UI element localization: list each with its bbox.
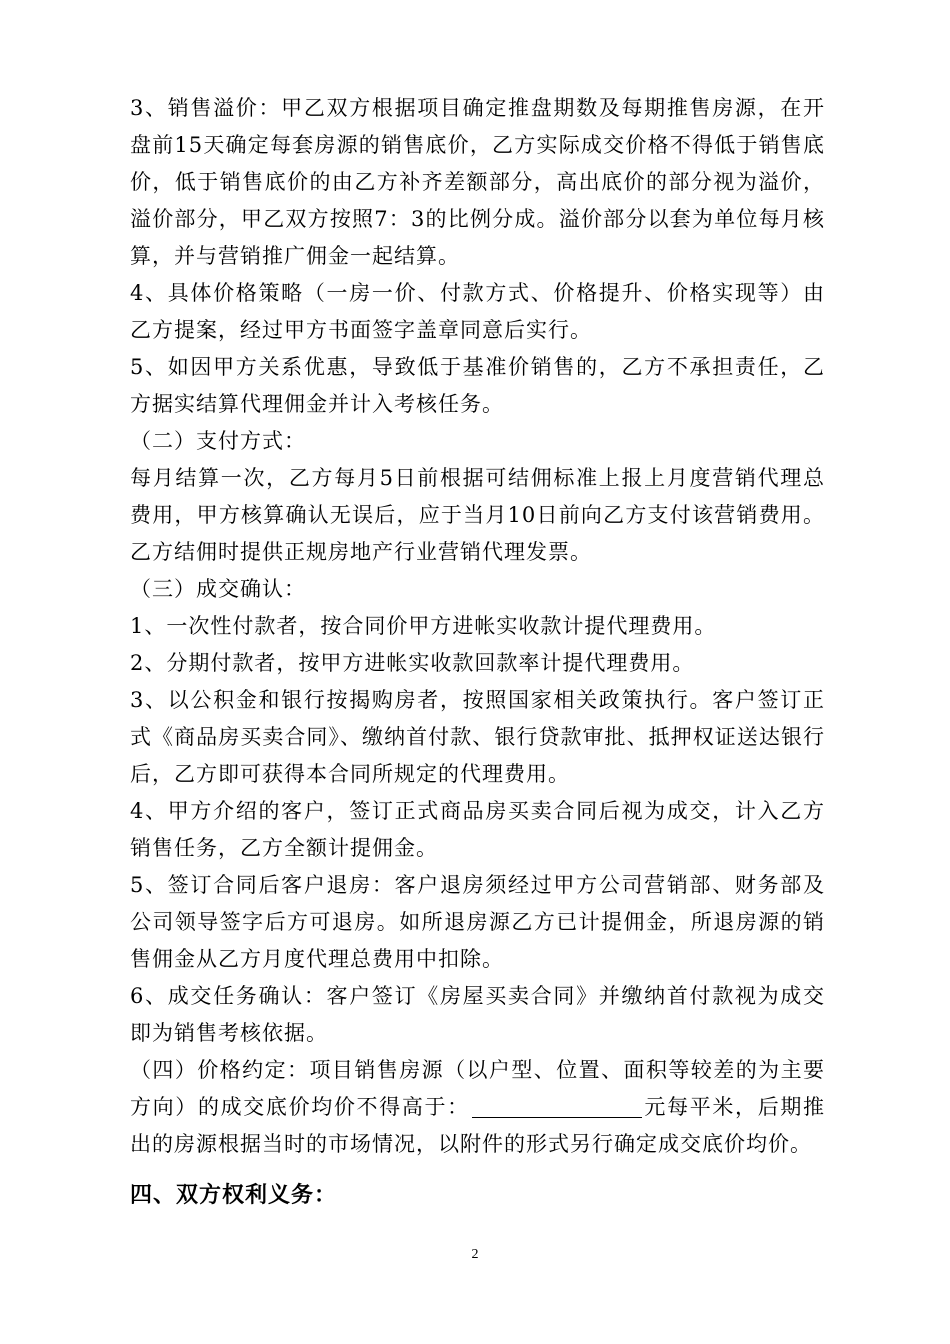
clause-referred-customer: 4、甲方介绍的客户，签订正式商品房买卖合同后视为成交，计入乙方销售任务，乙方全额计提佣金。 xyxy=(130,799,825,860)
clause-monthly-settlement: 每月结算一次，乙方每月5日前根据可结佣标准上报上月度营销代理总费用，甲方核算确认无误后，应于当月10日前向乙方支付该营销费用。乙方结佣时提供正规房地产行业营销代理发票。 xyxy=(130,466,825,564)
section-heading-rights-obligations: 四、双方权利义务： xyxy=(130,1182,338,1208)
clause-premium-pricing: 3、销售溢价：甲乙双方根据项目确定推盘期数及每期推售房源，在开盘前15天确定每套房源的销售底价，乙方实际成交价格不得低于销售底价，低于销售底价的由乙方补齐差额部分，高出底价的部分视为溢价，溢价部分，甲乙双方按照7：3的比例分成。溢价部分以套为单位每月核算，并与营销推广佣金一起结算。 xyxy=(130,96,825,268)
clause-lump-sum-payment: 1、一次性付款者，按合同价甲方进帐实收款计提代理费用。 xyxy=(130,614,717,638)
clause-customer-refund: 5、签订合同后客户退房：客户退房须经过甲方公司营销部、财务部及公司领导签字后方可退房。如所退房源乙方已计提佣金，所退房源的销售佣金从乙方月度代理总费用中扣除。 xyxy=(130,873,825,971)
clause-price-agreement xyxy=(130,1052,825,1163)
price-clause-text-after: 元每平米，后期推出的房源根据当时的市场情况，以附件的形式另行确定成交底价均价。 xyxy=(130,1095,825,1156)
price-clause-text-before: （四）价格约定：项目销售房源（以户型、位置、面积等较差的为主要方向）的成交底价均价不得高于： xyxy=(130,1058,825,1119)
subheading-transaction-confirmation: （三）成交确认： xyxy=(130,577,306,601)
clause-installment-payment: 2、分期付款者，按甲方进帐实收款回款率计提代理费用。 xyxy=(130,651,695,675)
document-body xyxy=(130,90,825,1214)
price-blank-field xyxy=(472,1091,642,1118)
subheading-payment-method: （二）支付方式： xyxy=(130,429,306,453)
clause-sales-task-confirmation: 6、成交任务确认：客户签订《房屋买卖合同》并缴纳首付款视为成交即为销售考核依据。 xyxy=(130,984,825,1045)
clause-mortgage-purchase: 3、以公积金和银行按揭购房者，按照国家相关政策执行。客户签订正式《商品房买卖合同》、缴纳首付款、银行贷款审批、抵押权证送达银行后，乙方即可获得本合同所规定的代理费用。 xyxy=(130,688,825,786)
clause-pricing-strategy: 4、具体价格策略（一房一价、付款方式、价格提升、价格实现等）由乙方提案，经过甲方书面签字盖章同意后实行。 xyxy=(130,281,825,342)
page-number: 2 xyxy=(471,1247,479,1262)
clause-discount-responsibility: 5、如因甲方关系优惠，导致低于基准价销售的，乙方不承担责任，乙方据实结算代理佣金并计入考核任务。 xyxy=(130,355,825,416)
